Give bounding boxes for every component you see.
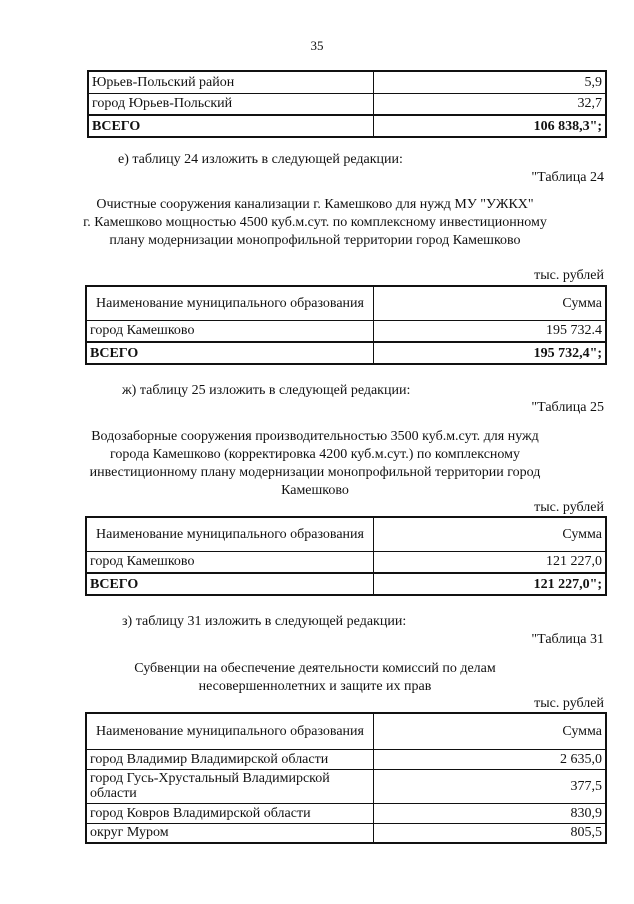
table-header: [86, 517, 606, 551]
table-row: [86, 823, 606, 843]
row-name: город Ковров Владимирской области: [86, 803, 374, 823]
table-row: [86, 769, 606, 803]
row-name: город Камешково: [86, 551, 374, 573]
header-value: Сумма: [374, 713, 607, 749]
section-z-intro: з) таблицу 31 изложить в следующей редакции:: [122, 614, 407, 629]
row-name: Юрьев-Польский район: [88, 71, 374, 93]
row-name: город Гусь-Хрустальный Владимирской области: [86, 769, 374, 803]
row-name: город Юрьев-Польский: [88, 93, 374, 115]
row-value: 377,5: [374, 769, 607, 803]
total-row: [86, 573, 606, 595]
row-name: город Владимир Владимирской области: [86, 749, 374, 769]
total-row: [86, 342, 606, 364]
section-z-title: [60, 660, 570, 696]
total-label: ВСЕГО: [88, 115, 374, 137]
section-z-table-label: "Таблица 31: [531, 632, 604, 647]
total-value: 121 227,0";: [374, 573, 607, 595]
section-e-units: тыс. рублей: [534, 268, 604, 283]
header-name: Наименование муниципального образования: [86, 713, 374, 749]
section-zh-table-label: "Таблица 25: [531, 400, 604, 415]
section-zh-title: [60, 428, 570, 500]
table-row: [88, 71, 606, 93]
page-number: 35: [310, 38, 324, 53]
section-e-table-label: "Таблица 24: [531, 170, 604, 185]
title-line: Субвенции на обеспечение деятельности комиссий по делам: [134, 661, 496, 676]
total-label: ВСЕГО: [86, 342, 374, 364]
section-zh-intro: ж) таблицу 25 изложить в следующей редакции:: [122, 383, 411, 398]
row-value: 5,9: [374, 71, 607, 93]
row-name: город Камешково: [86, 320, 374, 342]
table-row: [86, 749, 606, 769]
header-name: Наименование муниципального образования: [86, 286, 374, 320]
header-value: Сумма: [374, 286, 607, 320]
title-line: Камешково: [281, 483, 349, 498]
table-25: [85, 516, 607, 596]
title-line: Очистные сооружения канализации г. Камешково для нужд МУ "УЖКХ": [96, 197, 534, 212]
table-continued: [87, 70, 607, 138]
title-line: города Камешково (корректировка 4200 куб.м.сут.) по комплексному: [109, 447, 521, 462]
section-e-title: [60, 196, 570, 250]
table-24: [85, 285, 607, 365]
title-line: плану модернизации монопрофильной территории город Камешково: [109, 233, 521, 248]
table-row: [86, 803, 606, 823]
total-row: [88, 115, 606, 137]
title-line: инвестиционному плану модернизации монопрофильной территории город: [89, 465, 541, 480]
section-e-intro: е) таблицу 24 изложить в следующей редакции:: [118, 152, 403, 167]
title-line: несовершеннолетних и защите их прав: [198, 679, 432, 694]
total-value: 195 732,4";: [374, 342, 607, 364]
table-row: [86, 320, 606, 342]
row-value: 121 227,0: [374, 551, 607, 573]
table-31: [85, 712, 607, 844]
header-value: Сумма: [374, 517, 607, 551]
row-value: 2 635,0: [374, 749, 607, 769]
header-name: Наименование муниципального образования: [86, 517, 374, 551]
table-row: [88, 93, 606, 115]
row-value: 195 732.4: [374, 320, 607, 342]
section-zh-units: тыс. рублей: [534, 500, 604, 515]
row-value: 32,7: [374, 93, 607, 115]
table-row: [86, 551, 606, 573]
row-value: 830,9: [374, 803, 607, 823]
section-z-units: тыс. рублей: [534, 696, 604, 711]
title-line: Водозаборные сооружения производительностью 3500 куб.м.сут. для нужд: [91, 429, 539, 444]
title-line: г. Камешково мощностью 4500 куб.м.сут. по комплексному инвестиционному: [83, 215, 547, 230]
table-header: [86, 713, 606, 749]
table-header: [86, 286, 606, 320]
row-value: 805,5: [374, 823, 607, 843]
total-label: ВСЕГО: [86, 573, 374, 595]
row-name: округ Муром: [86, 823, 374, 843]
total-value: 106 838,3";: [374, 115, 607, 137]
